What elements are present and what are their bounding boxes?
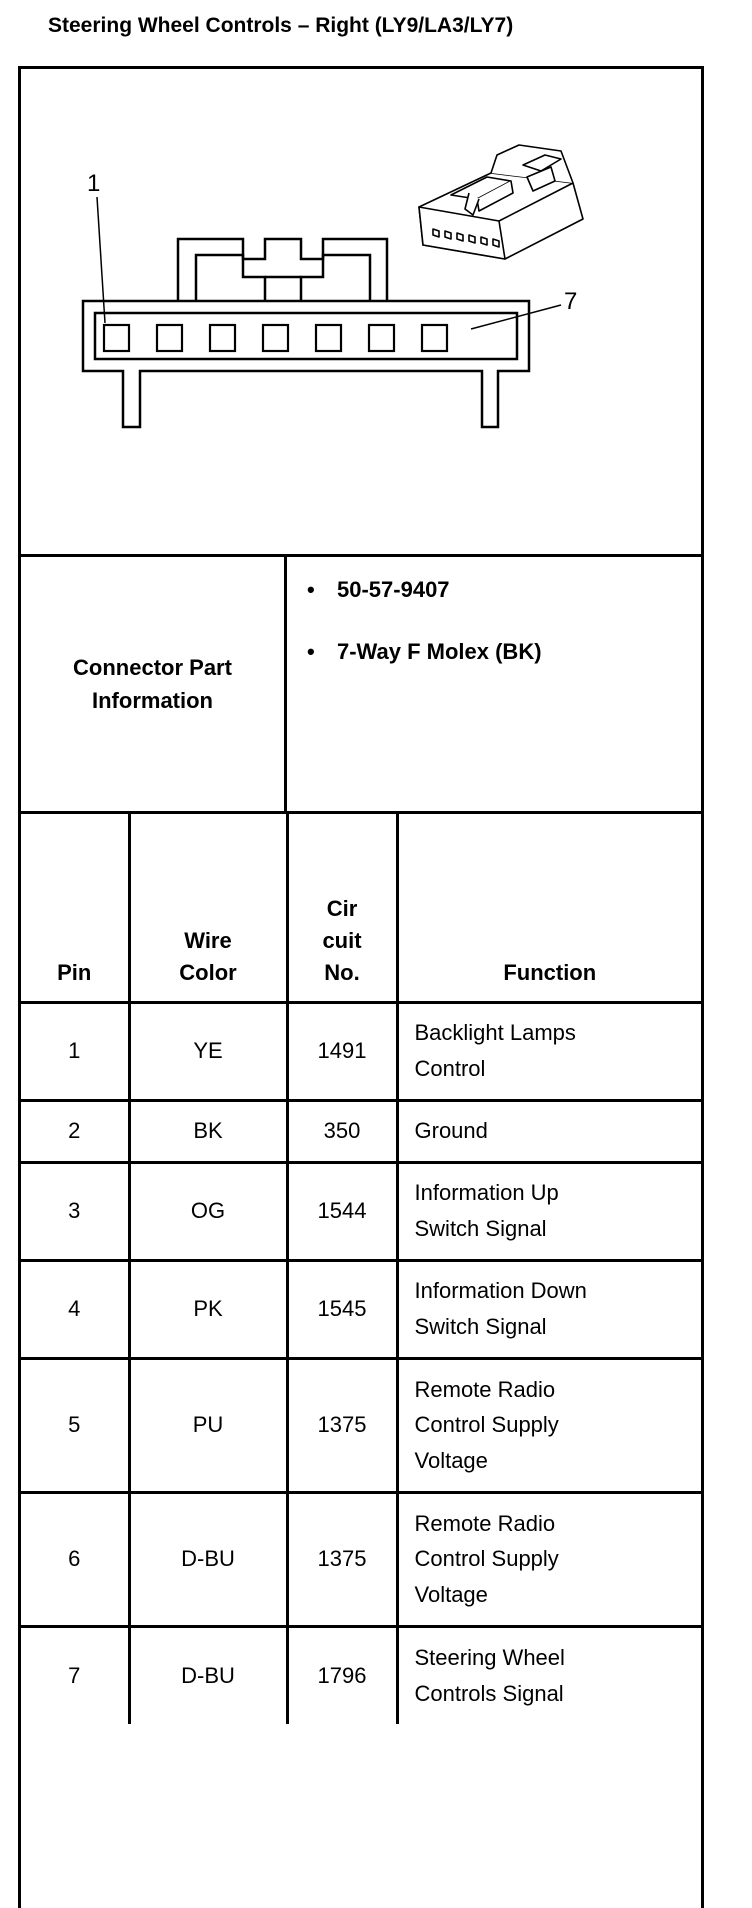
pin-7-callout: 7	[564, 288, 578, 315]
circuit-number: 1545	[287, 1260, 397, 1358]
header-wire-color: Wire Color	[129, 814, 287, 1002]
connector-info-label-text: Connector Part Information	[73, 655, 232, 713]
pin-function: Backlight Lamps Control	[397, 1002, 701, 1100]
circuit-number: 1491	[287, 1002, 397, 1100]
pin-function: Ground	[397, 1100, 701, 1162]
pin-number: 4	[21, 1260, 129, 1358]
pin-cavity-4	[263, 325, 288, 351]
header-circuit: Cir cuit No.	[287, 814, 397, 1002]
table-row	[21, 1492, 701, 1626]
bullet: •	[307, 639, 315, 664]
table-row	[21, 1260, 701, 1358]
pin-number: 6	[21, 1492, 129, 1626]
table-row	[21, 1162, 701, 1260]
connector-sheet	[18, 66, 704, 1908]
pin-cavity-2	[157, 325, 182, 351]
pin-number: 1	[21, 1002, 129, 1100]
connector-diagram-cell	[21, 69, 701, 557]
connector-info-item	[307, 639, 542, 665]
pin-number: 5	[21, 1358, 129, 1492]
pin-cavity-5	[316, 325, 341, 351]
part-number: 50-57-9407	[337, 577, 450, 602]
wire-color: D-BU	[129, 1626, 287, 1724]
page-title: Steering Wheel Controls – Right (LY9/LA3/LY7)	[48, 14, 514, 37]
pin-cavity-7	[422, 325, 447, 351]
pin-table	[21, 814, 701, 1724]
pin-function: Remote Radio Control Supply Voltage	[397, 1492, 701, 1626]
connector-iso-sketch	[419, 145, 583, 259]
wire-color: D-BU	[129, 1492, 287, 1626]
pin-number: 3	[21, 1162, 129, 1260]
wire-color: PK	[129, 1260, 287, 1358]
header-pin: Pin	[21, 814, 129, 1002]
connector-info-label	[21, 557, 287, 811]
header-function: Function	[397, 814, 701, 1002]
table-row	[21, 1100, 701, 1162]
table-row	[21, 1626, 701, 1724]
connector-description: 7-Way F Molex (BK)	[337, 639, 542, 664]
pin-cavity-6	[369, 325, 394, 351]
pin-cavity-3	[210, 325, 235, 351]
pin-cavities	[104, 325, 447, 351]
connector-info-item	[307, 577, 450, 603]
pin-function: Information Down Switch Signal	[397, 1260, 701, 1358]
circuit-number: 1796	[287, 1626, 397, 1724]
bullet: •	[307, 577, 315, 602]
pin-number: 7	[21, 1626, 129, 1724]
wire-color: PU	[129, 1358, 287, 1492]
pin-function: Steering Wheel Controls Signal	[397, 1626, 701, 1724]
wire-color: BK	[129, 1100, 287, 1162]
connector-info-list	[287, 557, 701, 811]
connector-part-info	[21, 557, 701, 814]
circuit-number: 1544	[287, 1162, 397, 1260]
circuit-number: 1375	[287, 1358, 397, 1492]
pin-number: 2	[21, 1100, 129, 1162]
table-header-row	[21, 814, 701, 1002]
table-row	[21, 1358, 701, 1492]
connector-body	[83, 239, 529, 427]
circuit-number: 1375	[287, 1492, 397, 1626]
pin-function: Remote Radio Control Supply Voltage	[397, 1358, 701, 1492]
pin-cavity-1	[104, 325, 129, 351]
pin-1-leader-line	[97, 197, 105, 323]
table-row	[21, 1002, 701, 1100]
circuit-number: 350	[287, 1100, 397, 1162]
wire-color: YE	[129, 1002, 287, 1100]
pin-function: Information Up Switch Signal	[397, 1162, 701, 1260]
wire-color: OG	[129, 1162, 287, 1260]
connector-face-diagram	[21, 69, 701, 557]
pin-1-callout: 1	[87, 170, 101, 197]
